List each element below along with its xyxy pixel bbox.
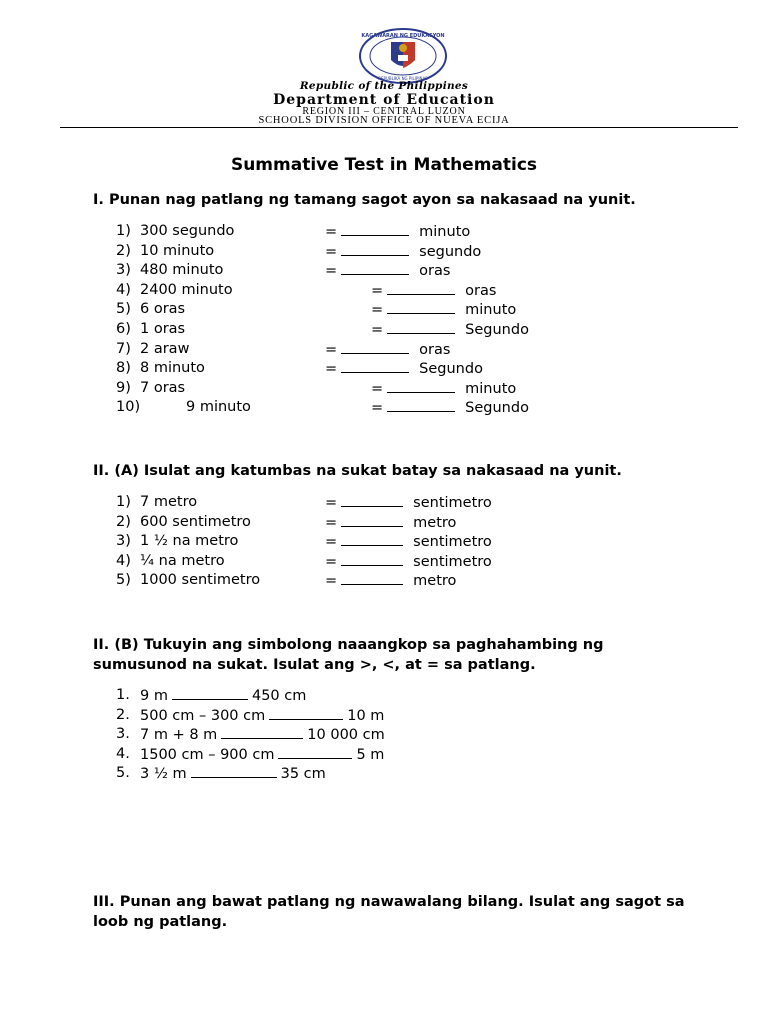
answer-blank xyxy=(341,243,409,256)
unit-label: minuto xyxy=(419,224,471,240)
answer-blank xyxy=(341,553,403,566)
part2a-heading: II. (A) Isulat ang katumbas na sukat batay sa nakasaad na yunit. xyxy=(93,463,622,479)
answer-blank xyxy=(341,360,409,373)
deped-seal-icon xyxy=(358,28,448,84)
unit-label: Segundo xyxy=(465,400,529,417)
answer-line xyxy=(325,514,456,531)
answer-blank xyxy=(387,380,455,393)
item-text: 8 minuto xyxy=(140,360,205,377)
item-text: 480 minuto xyxy=(140,262,224,279)
unit-label: Segundo xyxy=(419,361,483,378)
answer-blank xyxy=(341,223,409,236)
answer-line xyxy=(371,301,516,318)
equals-sign: = xyxy=(325,263,338,280)
answer-line xyxy=(325,572,456,589)
equals-sign: = xyxy=(325,224,338,240)
right-quantity: 5 m xyxy=(356,746,385,763)
item-text: 2 araw xyxy=(140,340,190,357)
equals-sign: = xyxy=(371,302,384,319)
answer-line xyxy=(325,341,450,358)
answer-blank xyxy=(341,572,403,585)
equals-sign: = xyxy=(325,573,338,590)
header-department: Department of Education xyxy=(273,92,495,108)
item-number: 5. xyxy=(116,765,130,782)
answer-blank xyxy=(387,301,455,314)
answer-line xyxy=(325,553,492,570)
unit-label: metro xyxy=(413,573,457,590)
item-text: 1 oras xyxy=(140,321,186,337)
item-number: 10) xyxy=(116,399,141,416)
right-quantity: 450 cm xyxy=(251,688,307,704)
answer-line xyxy=(371,282,496,299)
answer-blank xyxy=(387,321,455,334)
item-number: 3) xyxy=(116,533,131,550)
item-number: 5) xyxy=(116,572,131,589)
comparison-line xyxy=(140,687,306,704)
answer-line xyxy=(325,223,470,240)
item-number: 5) xyxy=(116,301,131,318)
header-division: SCHOOLS DIVISION OFFICE OF NUEVA ECIJA xyxy=(258,115,510,126)
unit-label: minuto xyxy=(465,380,517,397)
comparison-line xyxy=(140,746,384,763)
equals-sign: = xyxy=(325,553,338,570)
item-number: 9) xyxy=(116,379,131,396)
unit-label: Segundo xyxy=(465,322,529,338)
answer-blank xyxy=(341,341,409,354)
comparison-line xyxy=(140,726,385,743)
item-text: 9 minuto xyxy=(186,399,251,416)
answer-line xyxy=(325,262,450,279)
seal-text: KAGAWARAN NG EDUKASYON xyxy=(361,33,445,39)
item-text: 600 sentimetro xyxy=(140,513,251,530)
equals-sign: = xyxy=(371,322,384,338)
item-number: 3. xyxy=(116,726,130,743)
answer-blank xyxy=(387,282,455,295)
answer-blank xyxy=(341,494,403,507)
item-text: 300 segundo xyxy=(140,223,235,239)
unit-label: sentimetro xyxy=(413,534,492,551)
item-text: 7 metro xyxy=(140,494,198,510)
left-quantity: 3 ½ m xyxy=(140,766,187,783)
left-quantity: 500 cm – 300 cm xyxy=(140,707,266,724)
equals-sign: = xyxy=(325,534,338,551)
unit-label: minuto xyxy=(465,302,517,319)
answer-blank xyxy=(341,262,409,275)
item-text: 7 oras xyxy=(140,379,186,396)
answer-blank xyxy=(221,726,303,739)
equals-sign: = xyxy=(371,380,384,397)
answer-line xyxy=(371,380,516,397)
header-republic: Republic of the Philippines xyxy=(299,80,469,92)
equals-sign: = xyxy=(371,282,384,299)
unit-label: oras xyxy=(419,341,451,358)
unit-label: oras xyxy=(465,282,497,299)
answer-blank xyxy=(341,514,403,527)
item-number: 7) xyxy=(116,340,131,357)
header-region: REGION III – CENTRAL LUZON xyxy=(302,106,466,117)
comparison-line xyxy=(140,707,384,724)
answer-blank xyxy=(341,533,403,546)
item-number: 2) xyxy=(116,242,131,259)
item-number: 2. xyxy=(116,706,130,723)
answer-blank xyxy=(269,707,343,720)
part2b-heading: II. (B) Tukuyin ang simbolong naaangkop sa paghahambing ng sumusunod na sukat. Isulat ang >, <, at = sa patlang. xyxy=(93,637,604,673)
answer-blank xyxy=(278,746,352,759)
item-number: 6) xyxy=(116,321,131,337)
equals-sign: = xyxy=(325,495,338,511)
answer-blank xyxy=(191,765,277,778)
equals-sign: = xyxy=(325,361,338,378)
item-number: 4) xyxy=(116,552,131,569)
answer-line xyxy=(371,321,529,338)
item-number: 3) xyxy=(116,262,131,279)
right-quantity: 10 m xyxy=(347,707,385,724)
item-number: 4. xyxy=(116,745,130,762)
comparison-line xyxy=(140,765,326,782)
left-quantity: 9 m xyxy=(140,688,168,704)
unit-label: sentimetro xyxy=(413,495,492,511)
item-text: 6 oras xyxy=(140,301,186,318)
unit-label: segundo xyxy=(419,243,482,260)
left-quantity: 1500 cm – 900 cm xyxy=(140,746,275,763)
equals-sign: = xyxy=(371,400,384,417)
answer-line xyxy=(371,399,529,416)
item-number: 1. xyxy=(116,687,130,703)
page-title: Summative Test in Mathematics xyxy=(230,155,538,175)
item-text: 1000 sentimetro xyxy=(140,572,261,589)
answer-blank xyxy=(172,687,248,700)
unit-label: oras xyxy=(419,263,451,280)
equals-sign: = xyxy=(325,341,338,358)
item-number: 2) xyxy=(116,513,131,530)
answer-line xyxy=(325,360,483,377)
item-number: 8) xyxy=(116,360,131,377)
answer-line xyxy=(325,243,481,260)
right-quantity: 35 cm xyxy=(280,766,326,783)
seal-subtext: REPUBLIKA NG PILIPINAS xyxy=(378,76,428,81)
answer-line xyxy=(325,494,492,511)
item-text: 1 ½ na metro xyxy=(140,533,239,550)
item-text: ¼ na metro xyxy=(140,552,225,569)
item-text: 2400 minuto xyxy=(140,281,233,298)
left-quantity: 7 m + 8 m xyxy=(140,727,218,744)
unit-label: sentimetro xyxy=(413,553,492,570)
item-number: 1) xyxy=(116,494,131,510)
equals-sign: = xyxy=(325,514,338,531)
header-divider xyxy=(60,127,738,128)
part3-heading: III. Punan ang bawat patlang ng nawawalang bilang. Isulat ang sagot sa loob ng patlang. xyxy=(93,894,685,930)
answer-blank xyxy=(387,399,455,412)
part1-heading: I. Punan nag patlang ng tamang sagot ayon sa nakasaad na yunit. xyxy=(93,192,636,208)
equals-sign: = xyxy=(325,243,338,260)
right-quantity: 10 000 cm xyxy=(307,727,385,744)
item-text: 10 minuto xyxy=(140,242,215,259)
item-number: 1) xyxy=(116,223,131,239)
answer-line xyxy=(325,533,492,550)
item-number: 4) xyxy=(116,281,131,298)
unit-label: metro xyxy=(413,514,457,531)
